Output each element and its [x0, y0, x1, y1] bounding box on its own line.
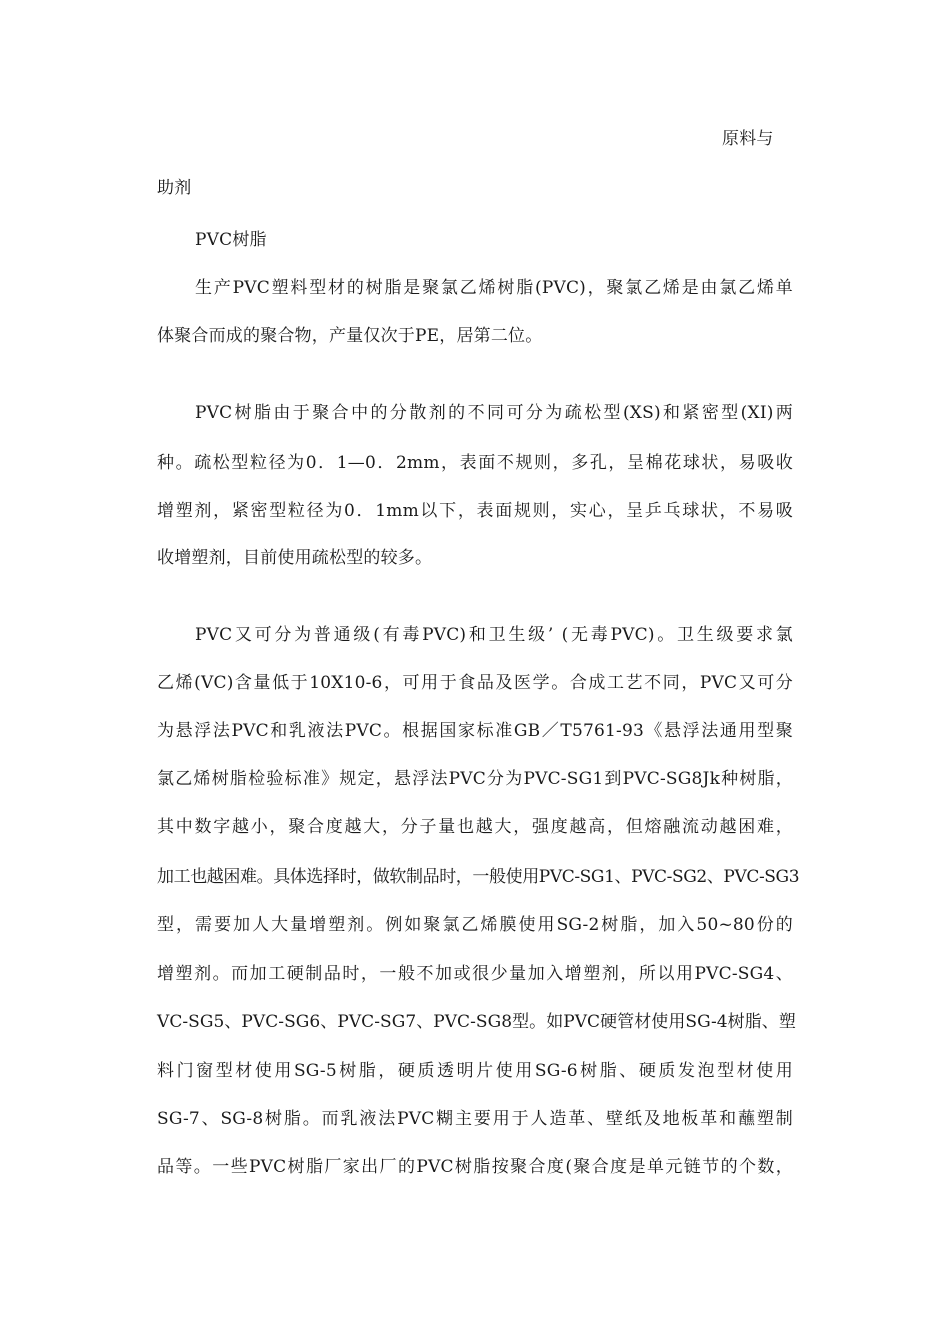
paragraph-3-line-4: 氯乙烯树脂检验标准》规定，悬浮法PVC分为PVC-SG1到PVC-SG8Jk种树脂，: [157, 769, 793, 789]
paragraph-2-line-1: PVC树脂由于聚合中的分散剂的不同可分为疏松型(XS)和紧密型(XI)两: [195, 403, 793, 423]
section-title: PVC树脂: [195, 230, 267, 250]
paragraph-3-line-11: SG-7、SG-8树脂。而乳液法PVC糊主要用于人造革、壁纸及地板革和蘸塑制: [157, 1109, 793, 1129]
paragraph-3-line-3: 为悬浮法PVC和乳液法PVC。根据国家标准GB／T5761-93《悬浮法通用型聚: [157, 721, 793, 741]
paragraph-3-line-1: PVC又可分为普通级(有毒PVC)和卫生级’ (无毒PVC)。卫生级要求氯: [195, 625, 793, 645]
paragraph-3-line-7: 型，需要加人大量增塑剂。例如聚氯乙烯膜使用SG-2树脂，加入50~80份的: [157, 915, 793, 935]
heading-part1: 原料与: [722, 129, 774, 149]
heading-part2: 助剂: [157, 178, 192, 198]
paragraph-3-line-12: 品等。一些PVC树脂厂家出厂的PVC树脂按聚合度(聚合度是单元链节的个数，: [157, 1157, 793, 1177]
paragraph-2-line-2: 种。疏松型粒径为0．1—0．2mm，表面不规则，多孔，呈棉花球状，易吸收: [157, 453, 793, 473]
paragraph-3-line-8: 增塑剂。而加工硬制品时，一般不加或很少量加入增塑剂，所以用PVC-SG4、: [157, 964, 793, 984]
paragraph-3-line-6: 加工也越困难。具体选择时，做软制品时，一般使用PVC-SG1、PVC-SG2、PVC-SG3: [157, 867, 800, 887]
paragraph-2-line-3: 增塑剂，紧密型粒径为0．1mm以下，表面规则，实心，呈乒乓球状，不易吸: [157, 501, 793, 521]
paragraph-3-line-10: 料门窗型材使用SG-5树脂，硬质透明片使用SG-6树脂、硬质发泡型材使用: [157, 1061, 793, 1081]
paragraph-3-line-2: 乙烯(VC)含量低于10X10-6，可用于食品及医学。合成工艺不同，PVC又可分: [157, 673, 793, 693]
paragraph-1-line-1: 生产PVC塑料型材的树脂是聚氯乙烯树脂(PVC)，聚氯乙烯是由氯乙烯单: [195, 278, 793, 298]
paragraph-3-line-5: 其中数字越小，聚合度越大，分子量也越大，强度越高，但熔融流动越困难，: [157, 817, 793, 837]
paragraph-1-line-2: 体聚合而成的聚合物，产量仅次于PE，居第二位。: [157, 326, 543, 346]
paragraph-3-line-9: VC-SG5、PVC-SG6、PVC-SG7、PVC-SG8型。如PVC硬管材使用SG-4树脂、塑: [157, 1012, 796, 1032]
paragraph-2-line-4: 收增塑剂，目前使用疏松型的较多。: [157, 548, 433, 568]
